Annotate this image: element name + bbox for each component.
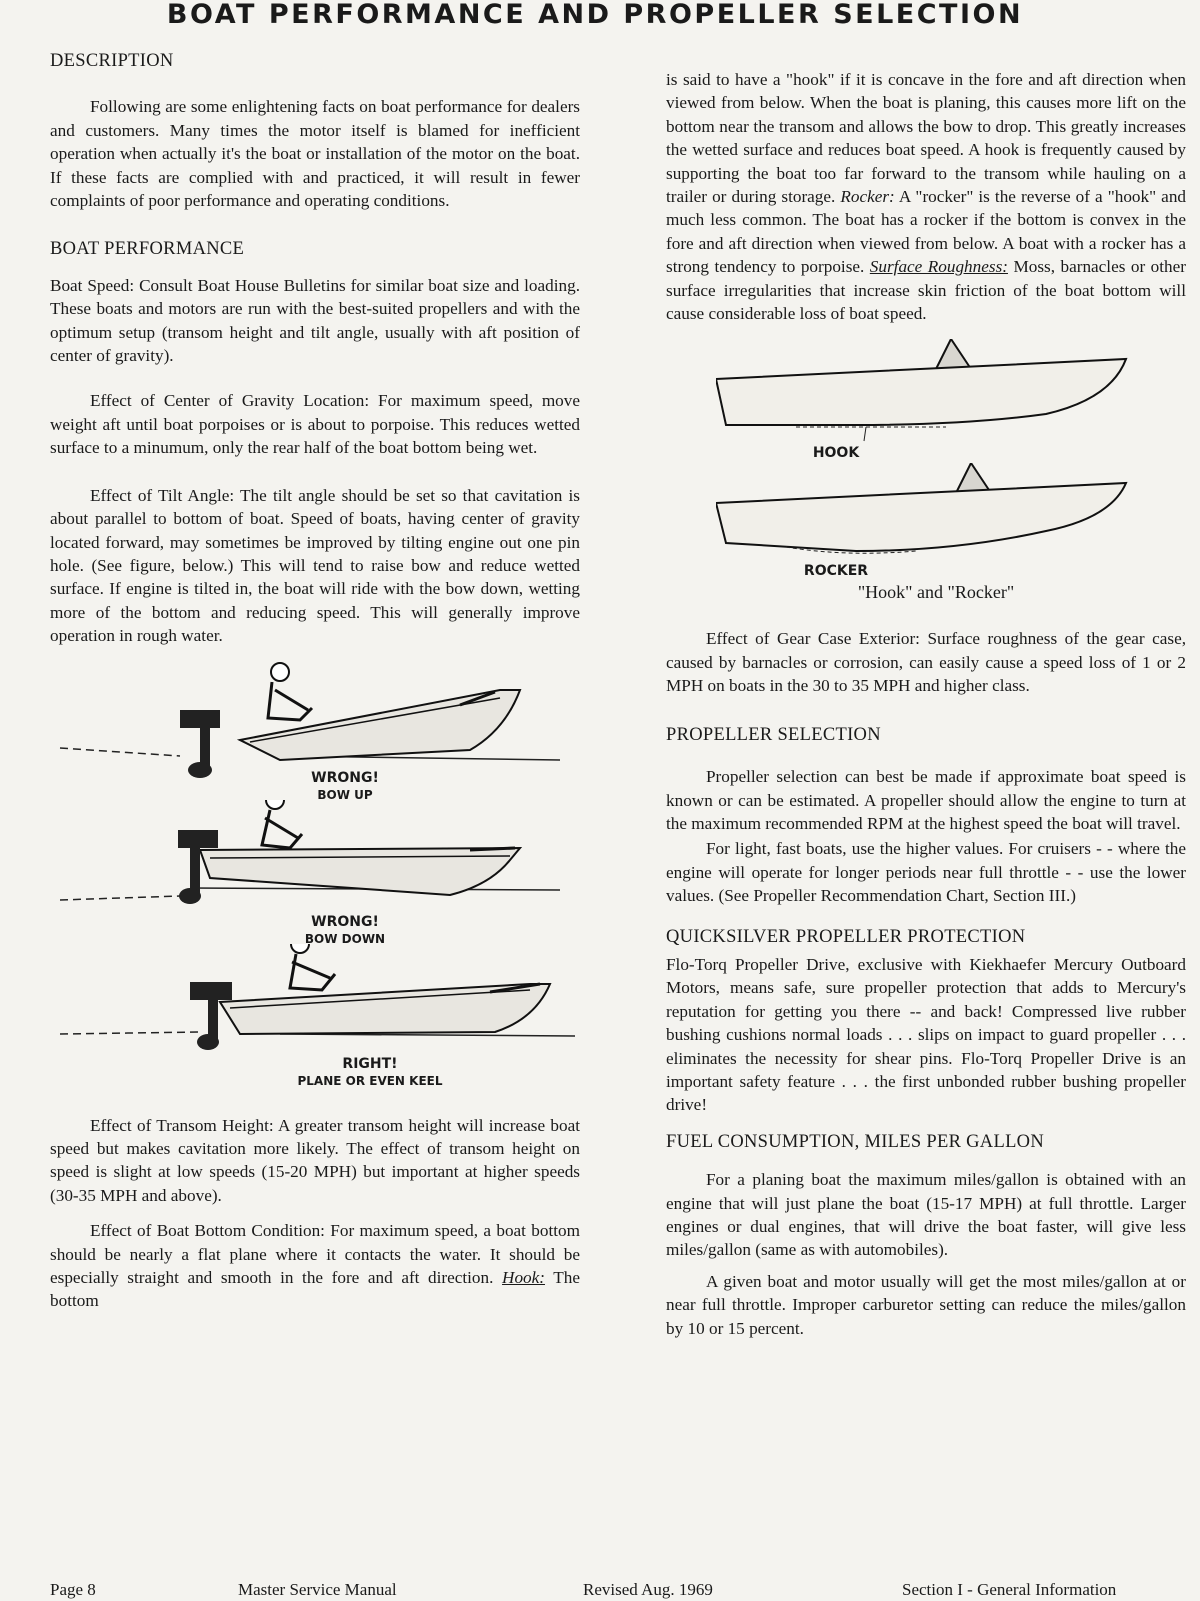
transom-height-paragraph: Effect of Transom Height: A greater transom height will increase boat speed but makes cavitation more likely. The effect of transom height on speed is slight at low speeds (15-20 MPH) but important at higher speeds (30-35 MPH and above).: [50, 1115, 580, 1205]
hook-rocker-diagram: [666, 339, 1186, 635]
diagram-caption: "Hook" and "Rocker": [857, 582, 1015, 603]
fuel-paragraph-2: A given boat and motor usually will get the most miles/gallon at or near full throttle. Improper carburetor setting can reduce the miles/gallon by 10 or 15 percent.: [666, 1271, 1186, 1338]
bow-down-caption: [290, 914, 400, 948]
rocker-term: Rocker:: [840, 187, 895, 207]
fuel-consumption-heading: FUEL CONSUMPTION, MILES PER GALLON: [666, 1131, 1044, 1152]
hook-rocker-paragraph: is said to have a "hook" if it is concave in the fore and aft direction when viewed from below. When the boat is planing, this causes more lift on the bottom near the transom and allows the bow to drop. This greatly increases the wetted surface and reduces boat speed. A hook is frequently caused by supporting the boat too far forward to the transom while hauling on a trailer or during storage. Rocker: A "rocker" is the reverse of a "hook" and much less common. The boat has a rocker if the bottom is convex in the fore and aft direction when viewed from below. A boat with a rocker has a strong tendency to porpoise. Surface Roughness: Moss, barnacles or other surface irregularities that increase skin friction of the boat bottom will cause considerable loss of boat speed.: [666, 70, 1187, 324]
fig1-label: WRONG!: [311, 769, 379, 786]
fig2-sublabel: BOW DOWN: [304, 931, 386, 946]
hook-term: Hook:: [502, 1267, 545, 1287]
gear-case-paragraph: Effect of Gear Case Exterior: Surface roughness of the gear case, caused by barnacles or corrosion, can easily cause a speed loss of 1 or 2 MPH on boats in the 30 to 35 MPH and higher class.: [666, 629, 1186, 696]
propeller-paragraph-1: Propeller selection can best be made if approximate boat speed is known or can be estimated. A propeller should allow the engine to turn at the maximum recommended RPM at the highest speed the boat will travel.: [666, 767, 1186, 833]
description-paragraph: Following are some enlightening facts on boat performance for dealers and customers. Many times the motor itself is blamed for inefficient operation when actually it's the boat or installation of the motor on the boat. If these facts are complied with and practiced, it will result in fewer complaints of poor performance and operating conditions.: [50, 97, 580, 211]
tilt-figures: [50, 660, 580, 1100]
hook-label: HOOK: [812, 445, 860, 462]
fig2-label: WRONG!: [311, 913, 379, 930]
even-keel-caption: [270, 1056, 470, 1090]
footer-revised-date: Revised Aug. 1969: [583, 1580, 713, 1599]
boat-speed-paragraph: Boat Speed: Consult Boat House Bulletins for similar boat size and loading. These boats and motors are run with the best-suited propellers and with the optimum setup (transom height and tilt angle, usually with aft position of center of gravity).: [50, 275, 580, 366]
left-column: [50, 50, 580, 1313]
footer-manual-title: Master Service Manual: [238, 1580, 397, 1599]
surface-roughness-term: Surface Roughness:: [869, 257, 1008, 277]
fuel-paragraph-1: For a planing boat the maximum miles/gallon is obtained with an engine that will just plane the boat (15-17 MPH) at full throttle. Larger engines or dual engines, that will drive the boat faster, will give less miles/gallon (same as with automobiles).: [666, 1170, 1186, 1260]
propeller-selection-heading: PROPELLER SELECTION: [666, 724, 881, 745]
hook-hull-illustration: [716, 339, 1136, 443]
bottom-condition-paragraph: Effect of Boat Bottom Condition: For maximum speed, a boat bottom should be nearly a flat plane where it contacts the water. It should be especially straight and smooth in the fore and aft direction. Hook: The bottom: [50, 1221, 580, 1311]
page-title: BOAT PERFORMANCE AND PROPELLER SELECTION: [166, 0, 1024, 30]
quicksilver-paragraph: Flo-Torq Propeller Drive, exclusive with Kiekhaefer Mercury Outboard Motors, means safe, sure propeller protection that adds to Mercury's reputation for getting you there -- and back! Compressed live rubber bushing cushions normal loads . . . slips on impact to guard propeller . . . eliminates the necessity for shear pins. Flo-Torq Propeller Drive is an important safety feature . . . the first unbonded rubber bushing propeller drive!: [666, 954, 1186, 1115]
description-heading: DESCRIPTION: [50, 51, 174, 71]
quicksilver-heading: QUICKSILVER PROPELLER PROTECTION: [666, 926, 1026, 947]
footer-section: Section I - General Information: [902, 1580, 1117, 1599]
rocker-label: ROCKER: [803, 563, 869, 580]
fig3-label: RIGHT!: [342, 1055, 398, 1072]
center-of-gravity-paragraph: Effect of Center of Gravity Location: For maximum speed, move weight aft until boat porpoises or is about to porpoise. This reduces wetted surface to a minumum, only the rear half of the boat bottom being wet.: [50, 391, 580, 458]
bow-up-caption: [290, 770, 400, 804]
propeller-paragraph-2: For light, fast boats, use the higher values. For cruisers - - where the engine will operate for longer periods near full throttle - - use the lower values. (See Propeller Recommendation Chart, Section III.): [666, 839, 1186, 906]
boat-performance-heading: BOAT PERFORMANCE: [50, 239, 245, 260]
fig3-sublabel: PLANE OR EVEN KEEL: [297, 1073, 443, 1088]
boat-bow-down-illustration: [50, 800, 590, 930]
tilt-angle-paragraph: Effect of Tilt Angle: The tilt angle should be set so that cavitation is about parallel to bottom of boat. Speed of boats, having center of gravity located forward, may sometimes be improved by tilting engine out one pin hole. (See figure, below.) This will tend to raise bow and reduce wetted surface. If engine is tilted in, the boat will ride with the bow down, wetting more of the bottom and reducing speed. This will generally improve operation in rough water.: [50, 485, 580, 646]
fig1-sublabel: BOW UP: [317, 787, 373, 802]
right-column: [666, 68, 1186, 1340]
boat-even-keel-illustration: [50, 944, 590, 1074]
footer-page-number: Page 8: [50, 1580, 96, 1599]
rocker-hull-illustration: [716, 463, 1136, 563]
